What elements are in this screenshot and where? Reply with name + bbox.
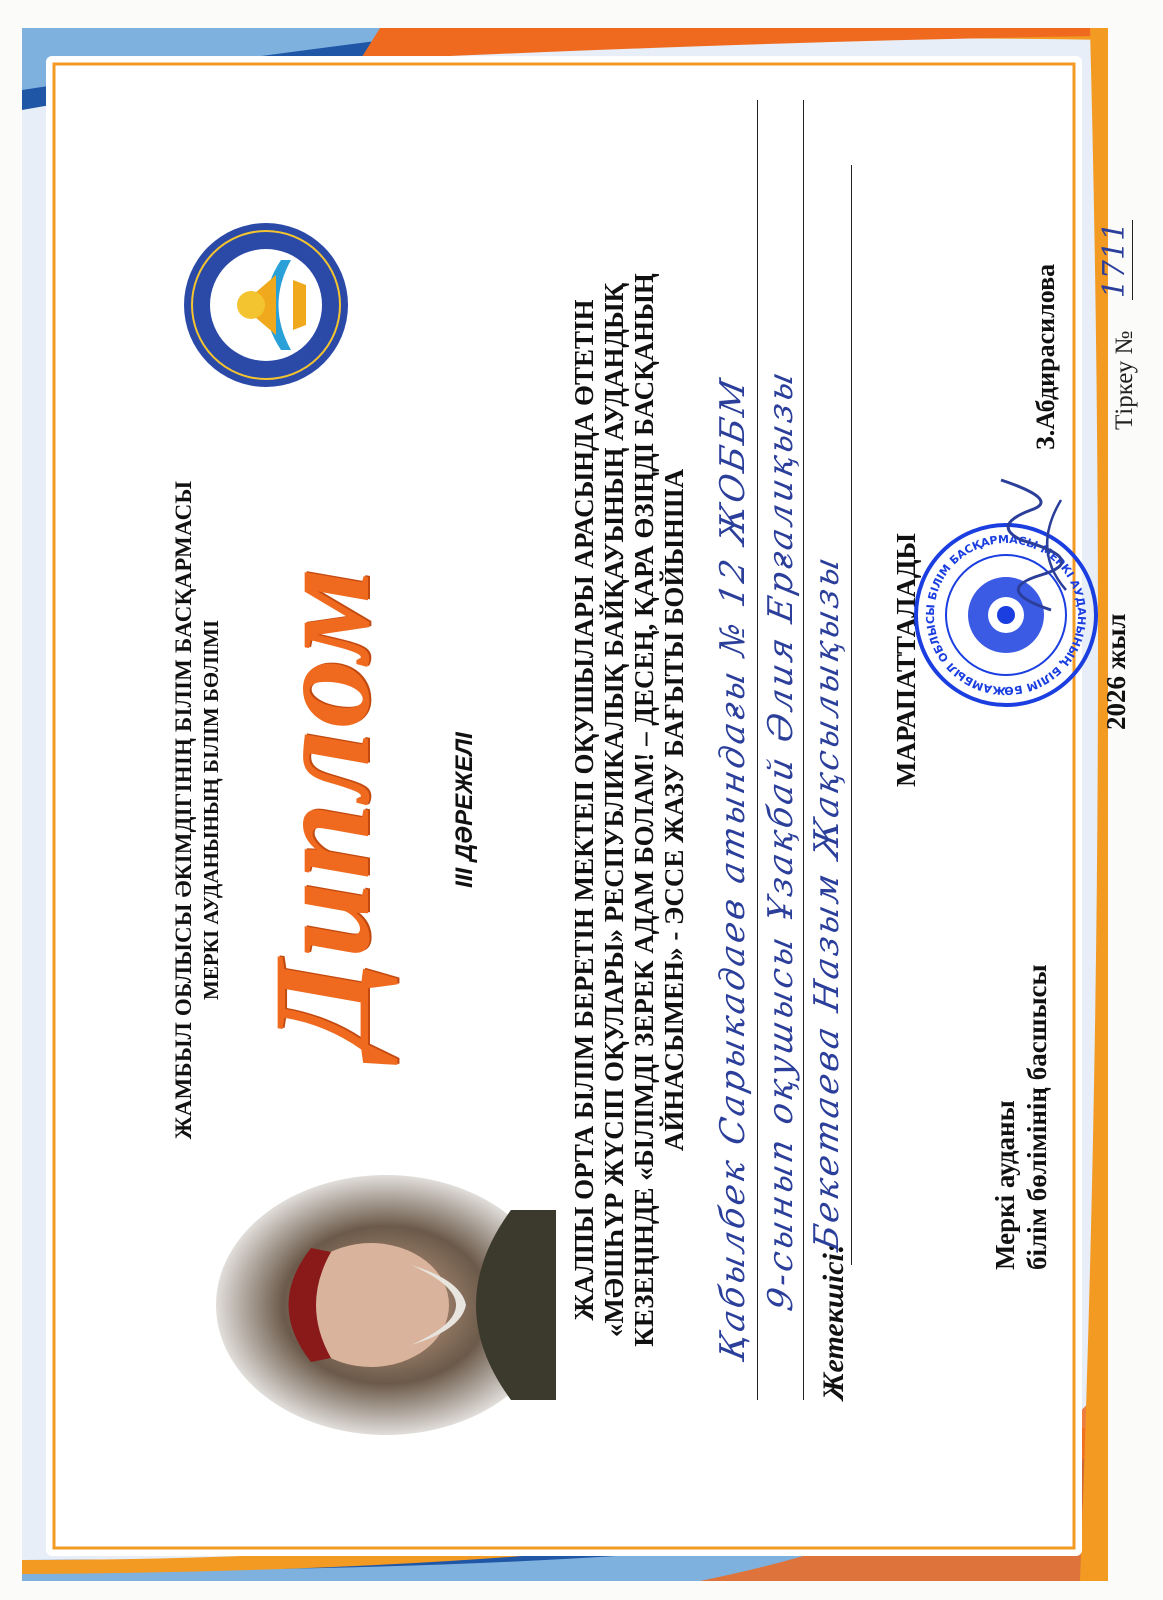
certificate-content bbox=[101, 90, 1138, 1510]
diploma-title: Диплом bbox=[245, 565, 398, 1055]
description-line: ЖАЛПЫ ОРТА БІЛІМ БЕРЕТІН МЕКТЕП ОҚУШЫЛАРЫ АРАСЫНДА ӨТЕТІН bbox=[569, 299, 599, 1321]
mentor-label: Жетекшісі: bbox=[817, 1243, 850, 1400]
signatory-name: З.Абдирасилова bbox=[1031, 263, 1060, 450]
degree-label: ІІІ ДӘРЕЖЕЛІ bbox=[451, 732, 478, 888]
award-year: 2026 жыл bbox=[1101, 613, 1131, 730]
description-line: АЙНАСЫМЕН» - ЭССЕ ЖАЗУ БАҒЫТЫ БОЙЫНША bbox=[659, 468, 689, 1152]
header-line-1: ЖАМБЫЛ ОБЛЫСЫ ӘКІМДІГІНІҢ БІЛІМ БАСҚАРМАСЫ bbox=[171, 480, 196, 1140]
description-line: «МӘШҺҮР ЖҮСІП ОҚУЛАРЫ» РЕСПУБЛИКАЛЫҚ БАЙҚАУЫНЫҢ АУДАНДЫҚ bbox=[599, 282, 629, 1338]
handwritten-signature bbox=[971, 470, 1091, 620]
description-line: КЕЗЕҢІНДЕ «БІЛІМДІ ЗЕРЕК АДАМ БОЛАМ! – ДЕСЕҢ, ҚАРА ӨЗІҢДІ БАСҚАНЫҢ bbox=[629, 273, 659, 1347]
underline bbox=[757, 100, 758, 1400]
stamp-ring-text: ЖАМБЫЛ ОБЛЫСЫ БІЛІМ БАСҚАРМАСЫ МЕРКІ АУДАНЫНЫҢ БІЛІМ БӨ bbox=[923, 532, 1089, 698]
underline bbox=[803, 100, 804, 1400]
signatory-title-line: Меркі ауданы bbox=[990, 1100, 1020, 1270]
awarded-label: МАРАПАТТАЛАДЫ bbox=[891, 533, 921, 787]
header-line-2: МЕРКІ АУДАНЫНЫҢ БІЛІМ БӨЛІМІ bbox=[199, 620, 223, 1000]
underline bbox=[851, 165, 852, 1265]
registration-label: Тіркеу № bbox=[1111, 330, 1138, 430]
registration-number: 1711 bbox=[1097, 221, 1132, 299]
handwritten-student: 9-сынып оқушысы Ұзақбай Әлия Ерғалиқызы bbox=[761, 365, 801, 1315]
award-description bbox=[569, 190, 689, 1430]
handwritten-school: Қабылбек Сарыкадаев атындағы № 12 ЖОББМ bbox=[713, 373, 753, 1365]
signatory-title-line: білім бөлімінің басшысы bbox=[1022, 964, 1052, 1270]
handwritten-mentor: Бекетаева Назым Жақсылықызы bbox=[807, 550, 847, 1255]
signatory-title bbox=[989, 964, 1053, 1270]
